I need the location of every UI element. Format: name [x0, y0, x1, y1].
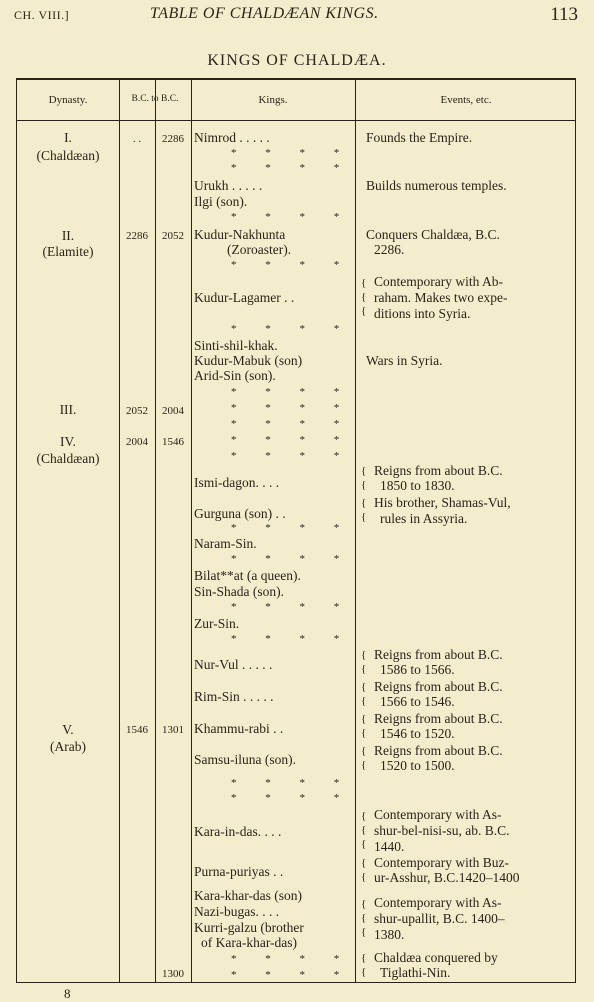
king-entry: Sin-Shada (son).	[194, 584, 284, 599]
brace: { { {	[361, 277, 367, 317]
king-entry: Zur-Sin.	[194, 616, 240, 631]
ellipsis-stars: * * * *	[231, 418, 353, 430]
ellipsis-stars: * * * *	[231, 633, 353, 645]
king-entry: Sinti-shil-khak.	[194, 338, 278, 353]
king-entry: Urukh . . . . .	[194, 178, 263, 193]
king-entry: of Kara-khar-das)	[201, 935, 298, 950]
event-entry: Reigns from about B.C.	[374, 463, 503, 478]
king-entry: Nur-Vul . . . . .	[194, 657, 273, 672]
ellipsis-stars: * * * *	[231, 386, 353, 398]
running-head	[0, 0, 594, 30]
ellipsis-stars: * * * *	[231, 601, 353, 613]
bc-to: 1301	[162, 724, 184, 736]
bc-to: 2004	[162, 405, 184, 417]
ellipsis-stars: * * * *	[231, 777, 353, 789]
king-entry: Samsu-iluna (son).	[194, 752, 296, 767]
dynasty-name: IV.	[60, 434, 76, 449]
ellipsis-stars: * * * *	[231, 953, 353, 965]
king-entry: Khammu-rabi . .	[194, 721, 284, 736]
king-entry: Nazi-bugas. . . .	[194, 904, 280, 919]
ellipsis-stars: * * * *	[231, 323, 353, 335]
event-entry: Chaldæa conquered by	[374, 950, 498, 965]
ellipsis-stars: * * * *	[231, 792, 353, 804]
dynasty-name: I.	[64, 130, 72, 145]
brace: { {	[361, 857, 367, 883]
ellipsis-stars: * * * *	[231, 259, 353, 271]
event-entry: 1520 to 1500.	[380, 758, 455, 773]
event-entry: raham. Makes two expe-	[374, 290, 508, 305]
king-entry: Rim-Sin . . . . .	[194, 689, 274, 704]
running-title: TABLE OF CHALDÆAN KINGS.	[150, 5, 379, 22]
king-entry: Kudur-Lagamer . .	[194, 290, 295, 305]
event-entry: 1586 to 1566.	[380, 662, 455, 677]
header-dynasty: Dynasty.	[48, 94, 88, 106]
col-divider	[355, 80, 356, 982]
event-entry: ur-Asshur, B.C.1420–1400	[374, 870, 520, 885]
event-entry: Reigns from about B.C.	[374, 711, 503, 726]
ellipsis-stars: * * * *	[231, 402, 353, 414]
bc-from: 2052	[126, 405, 148, 417]
col-divider	[155, 80, 156, 982]
event-entry: shur-bel-nisi-su, ab. B.C.	[374, 823, 510, 838]
dynasty-name: III.	[59, 402, 77, 417]
event-entry: Tiglathi-Nin.	[380, 965, 451, 980]
event-entry: Contemporary with As-	[374, 895, 502, 910]
col-divider	[119, 80, 120, 982]
page-number-bottom: 8	[64, 986, 71, 1001]
event-entry: Reigns from about B.C.	[374, 679, 503, 694]
dynasty-sub: (Chaldæan)	[36, 148, 100, 163]
event-entry: shur-upallit, B.C. 1400–	[374, 911, 505, 926]
ellipsis-stars: * * * *	[231, 162, 353, 174]
brace: { { {	[361, 898, 367, 938]
header-rule	[17, 120, 575, 121]
king-entry: Kurri-galzu (brother	[194, 920, 304, 935]
dynasty-sub: (Elamite)	[42, 244, 94, 259]
king-entry: Bilat**at (a queen).	[194, 568, 301, 583]
brace: { {	[361, 952, 367, 978]
event-entry: 1440.	[374, 839, 405, 854]
event-entry: Reigns from about B.C.	[374, 647, 503, 662]
event-entry: 1380.	[374, 927, 405, 942]
brace: { {	[361, 681, 367, 707]
event-entry: rules in Assyria.	[380, 511, 468, 526]
ellipsis-stars: * * * *	[231, 450, 353, 462]
event-entry: ditions into Syria.	[374, 306, 471, 321]
header-kings: Kings.	[258, 94, 288, 106]
dynasty-sub: (Chaldæan)	[36, 451, 100, 466]
bc-to: 2052	[162, 230, 184, 242]
col-divider	[191, 80, 192, 982]
ellipsis-stars: * * * *	[231, 211, 353, 223]
table-title: KINGS OF CHALDÆA.	[207, 52, 387, 69]
dynasty-name: II.	[61, 228, 75, 243]
event-entry: 1850 to 1830.	[380, 478, 455, 493]
dynasty-name: V.	[62, 722, 74, 737]
chapter-label: CH. VIII.]	[14, 8, 70, 22]
king-entry: Kara-khar-das (son)	[194, 888, 303, 903]
bc-from: 1546	[126, 724, 148, 736]
king-entry: Gurguna (son) . .	[194, 506, 286, 521]
event-entry: 1546 to 1520.	[380, 726, 455, 741]
bc-end: 1300	[162, 968, 184, 980]
bc-from: 2004	[126, 436, 148, 448]
kings-table	[16, 78, 576, 983]
brace: { {	[361, 649, 367, 675]
event-entry: Reigns from about B.C.	[374, 743, 503, 758]
event-entry: Contemporary with As-	[374, 807, 502, 822]
header-events: Events, etc.	[440, 94, 492, 106]
event-entry: Founds the Empire.	[366, 130, 473, 145]
event-entry: 1566 to 1546.	[380, 694, 455, 709]
king-entry: Kudur-Nakhunta	[194, 227, 286, 242]
bc-to: 2286	[162, 133, 184, 145]
king-entry: Nimrod . . . . .	[194, 130, 270, 145]
ellipsis-stars: * * * *	[231, 522, 353, 534]
event-entry: Contemporary with Ab-	[374, 274, 503, 289]
ellipsis-stars: * * * *	[231, 553, 353, 565]
king-entry: Purna-puriyas . .	[194, 864, 284, 879]
header-bc: B.C. to B.C.	[131, 94, 179, 104]
ellipsis-stars: * * * *	[231, 969, 353, 981]
event-entry: Contemporary with Buz-	[374, 855, 509, 870]
event-entry: 2286.	[374, 242, 405, 257]
brace: { { {	[361, 810, 367, 850]
king-entry: Ilgi (son).	[194, 194, 248, 209]
page-number-top: 113	[550, 4, 578, 25]
king-entry: (Zoroaster).	[227, 242, 292, 257]
king-entry: Kara-in-das. . . .	[194, 824, 282, 839]
brace: { {	[361, 497, 367, 523]
king-entry: Kudur-Mabuk (son)	[194, 353, 303, 368]
king-entry: Naram-Sin.	[194, 536, 257, 551]
ellipsis-stars: * * * *	[231, 147, 353, 159]
event-entry: Wars in Syria.	[366, 353, 443, 368]
bc-from: 2286	[126, 230, 148, 242]
brace: { {	[361, 713, 367, 739]
event-entry: Builds numerous temples.	[366, 178, 507, 193]
king-entry: Arid-Sin (son).	[194, 368, 276, 383]
bc-to: 1546	[162, 436, 184, 448]
bc-from: . .	[132, 133, 142, 145]
king-entry: Ismi-dagon. . . .	[194, 475, 280, 490]
ellipsis-stars: * * * *	[231, 434, 353, 446]
dynasty-sub: (Arab)	[50, 739, 86, 754]
brace: { {	[361, 745, 367, 771]
event-entry: His brother, Shamas-Vul,	[374, 495, 511, 510]
event-entry: Conquers Chaldæa, B.C.	[366, 227, 500, 242]
brace: { {	[361, 465, 367, 491]
